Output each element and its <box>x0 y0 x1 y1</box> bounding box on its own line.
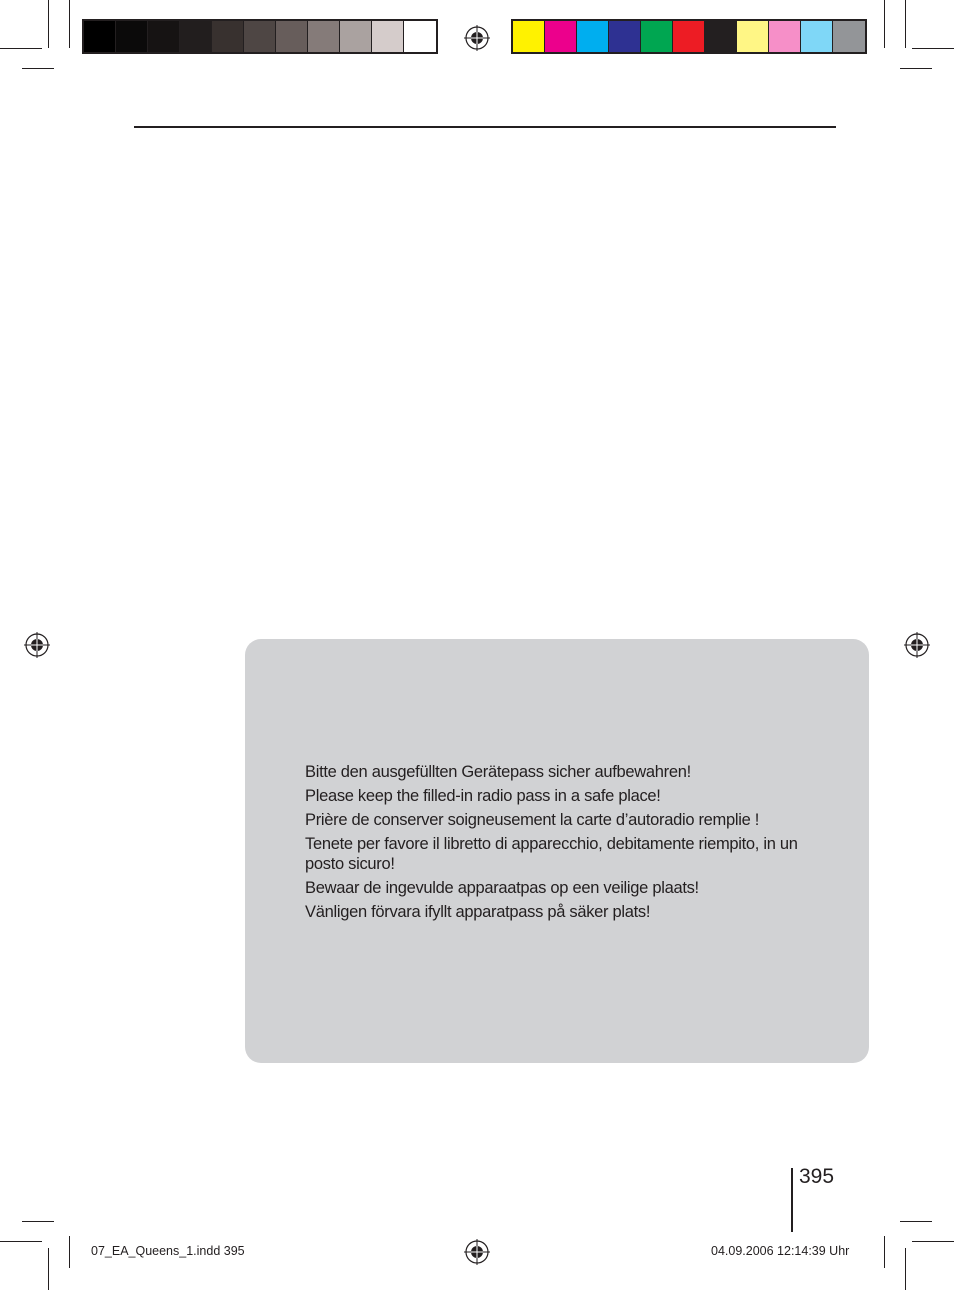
crop-mark <box>905 0 906 48</box>
crop-mark <box>69 0 70 48</box>
color-swatch <box>769 21 801 52</box>
color-swatch <box>513 21 545 52</box>
registration-mark-icon <box>464 25 490 51</box>
color-swatch <box>244 21 276 52</box>
color-swatch <box>673 21 705 52</box>
crop-mark <box>900 68 932 69</box>
note-swedish: Vänligen förvara ifyllt apparatpass på säker plats! <box>305 903 651 921</box>
registration-mark-icon <box>24 632 50 658</box>
color-swatch <box>308 21 340 52</box>
color-swatch <box>340 21 372 52</box>
crop-mark <box>0 1241 42 1242</box>
note-french: Prière de conserver soigneusement la carte d’autoradio remplie ! <box>305 811 760 829</box>
slug-date: 04.09.2006 12:14:39 Uhr <box>711 1244 850 1258</box>
info-panel <box>245 639 869 1063</box>
note-english: Please keep the filled-in radio pass in a safe place! <box>305 787 661 805</box>
color-swatch <box>801 21 833 52</box>
process-color-bar <box>511 19 867 54</box>
registration-mark-icon <box>464 1239 490 1265</box>
note-italian: Tenete per favore il libretto di apparecchio, debitamente riempito, in un posto sicuro! <box>305 835 798 873</box>
color-swatch <box>705 21 737 52</box>
color-swatch <box>545 21 577 52</box>
note-german: Bitte den ausgefüllten Gerätepass sicher aufbewahren! <box>305 763 691 781</box>
crop-mark <box>48 1248 49 1290</box>
color-swatch <box>212 21 244 52</box>
color-swatch <box>116 21 148 52</box>
color-swatch <box>404 21 436 52</box>
registration-mark-icon <box>904 632 930 658</box>
crop-mark <box>48 0 49 48</box>
color-swatch <box>372 21 404 52</box>
crop-mark <box>22 68 54 69</box>
page-number-rule <box>791 1168 793 1232</box>
panel-text <box>305 762 815 926</box>
header-rule <box>134 126 836 128</box>
color-swatch <box>609 21 641 52</box>
crop-mark <box>912 48 954 49</box>
color-swatch <box>180 21 212 52</box>
page-number: 395 <box>799 1165 835 1188</box>
color-swatch <box>84 21 116 52</box>
color-swatch <box>641 21 673 52</box>
crop-mark <box>905 1248 906 1290</box>
color-swatch <box>833 21 865 52</box>
slug-file: 07_EA_Queens_1.indd 395 <box>91 1244 245 1258</box>
crop-mark <box>900 1221 932 1222</box>
crop-mark <box>912 1241 954 1242</box>
color-swatch <box>148 21 180 52</box>
crop-mark <box>884 0 885 48</box>
crop-mark <box>884 1236 885 1268</box>
color-swatch <box>737 21 769 52</box>
color-swatch <box>276 21 308 52</box>
crop-mark <box>0 48 42 49</box>
grayscale-color-bar <box>82 19 438 54</box>
note-dutch: Bewaar de ingevulde apparaatpas op een veilige plaats! <box>305 879 699 897</box>
crop-mark <box>22 1221 54 1222</box>
crop-mark <box>69 1236 70 1268</box>
color-swatch <box>577 21 609 52</box>
